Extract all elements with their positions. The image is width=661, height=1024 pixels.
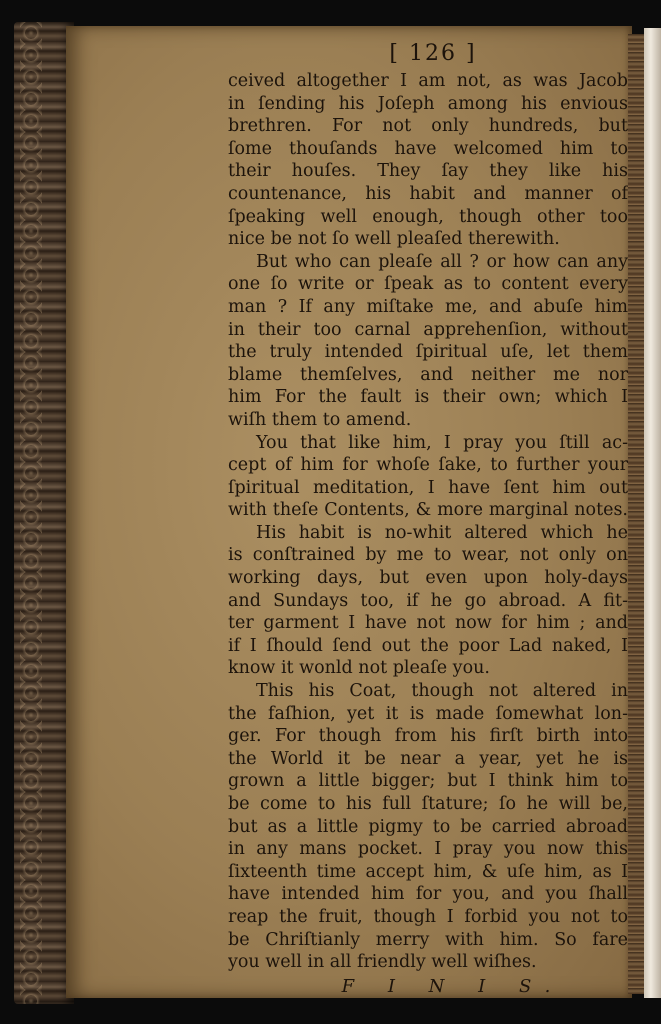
text-line: him For the fault is their own; which I [228,387,628,408]
text-line: grown a little bigger; but I think him to [228,771,628,792]
text-line: in their too carnal apprehenſion, without [228,319,628,340]
text-line: and Sundays too, if he go abroad. A fit- [228,590,628,611]
next-page-edge [644,28,661,998]
text-line: but as a little pigmy to be carried abroad [228,816,628,837]
page-number: [ 126 ] [389,41,477,66]
text-line: in any mans pocket. I pray you now this [228,839,628,860]
text-line: the World it be near a year, yet he is [228,748,628,769]
text-line: with theſe Contents, & more marginal notes. [228,500,628,521]
book-spine [14,22,74,1004]
finis-line: F I N I S. [341,975,565,997]
text-line: countenance, his habit and manner of [228,183,628,204]
text-line: ſpiritual meditation, I have ſent him out [228,477,628,498]
text-line: ſixteenth time accept him, & uſe him, as I [228,861,628,882]
text-line: be Chriſtianly merry with him. So fare [228,929,628,950]
text-line: You that like him, I pray you ſtill ac- [256,432,628,453]
text-line: ſome thouſands have welcomed him to [228,138,628,159]
text-line: ceived altogether I am not, as was Jacob [228,71,628,91]
text-line: ſpeaking well enough, though other too [228,206,628,227]
text-line: cept of him for whoſe ſake, to further your [228,455,628,476]
text-line: ger. For though from his firſt birth into [228,726,628,747]
body-text [228,70,628,974]
text-line: the truly intended ſpiritual uſe, let them [228,342,628,363]
text-line: man ? If any miſtake me, and abuſe him [228,296,628,317]
text-line: know it wonld not pleaſe you. [228,658,490,679]
page-edge-stack [628,34,644,994]
text-line: have intended him for you, and you ſhall [228,884,628,905]
text-line: one ſo write or ſpeak as to content every [228,274,628,295]
text-line: reap the fruit, though I forbid you not to [228,906,628,927]
text-line: ter garment I have not now for him ; and [228,613,628,634]
text-line: be come to his full ſtature; ſo he will be, [228,794,628,814]
text-line: blame themſelves, and neither me nor [228,364,628,385]
text-line: the faſhion, yet it is made ſomewhat lon- [228,703,628,724]
text-line: you well in all friendly well wiſhes. [228,952,537,973]
text-line: His habit is no-whit altered which he [256,522,628,543]
text-line: their houſes. They ſay they like his [228,161,628,182]
text-line: nice be not ſo well pleaſed therewith. [228,229,560,250]
page-text-block [228,40,628,998]
text-line: is conſtrained by me to wear, not only on [228,545,628,566]
text-line: This his Coat, though not altered in [256,681,628,702]
text-line: in ſending his Joſeph among his envious [228,93,628,114]
text-line: But who can pleaſe all ? or how can any [256,251,628,272]
text-line: working days, but even upon holy-days [228,568,628,589]
text-line: brethren. For not only hundreds, but [228,116,628,137]
text-line: wiſh them to amend. [228,409,412,430]
text-line: if I ſhould ſend out the poor Lad naked, I [228,635,628,656]
